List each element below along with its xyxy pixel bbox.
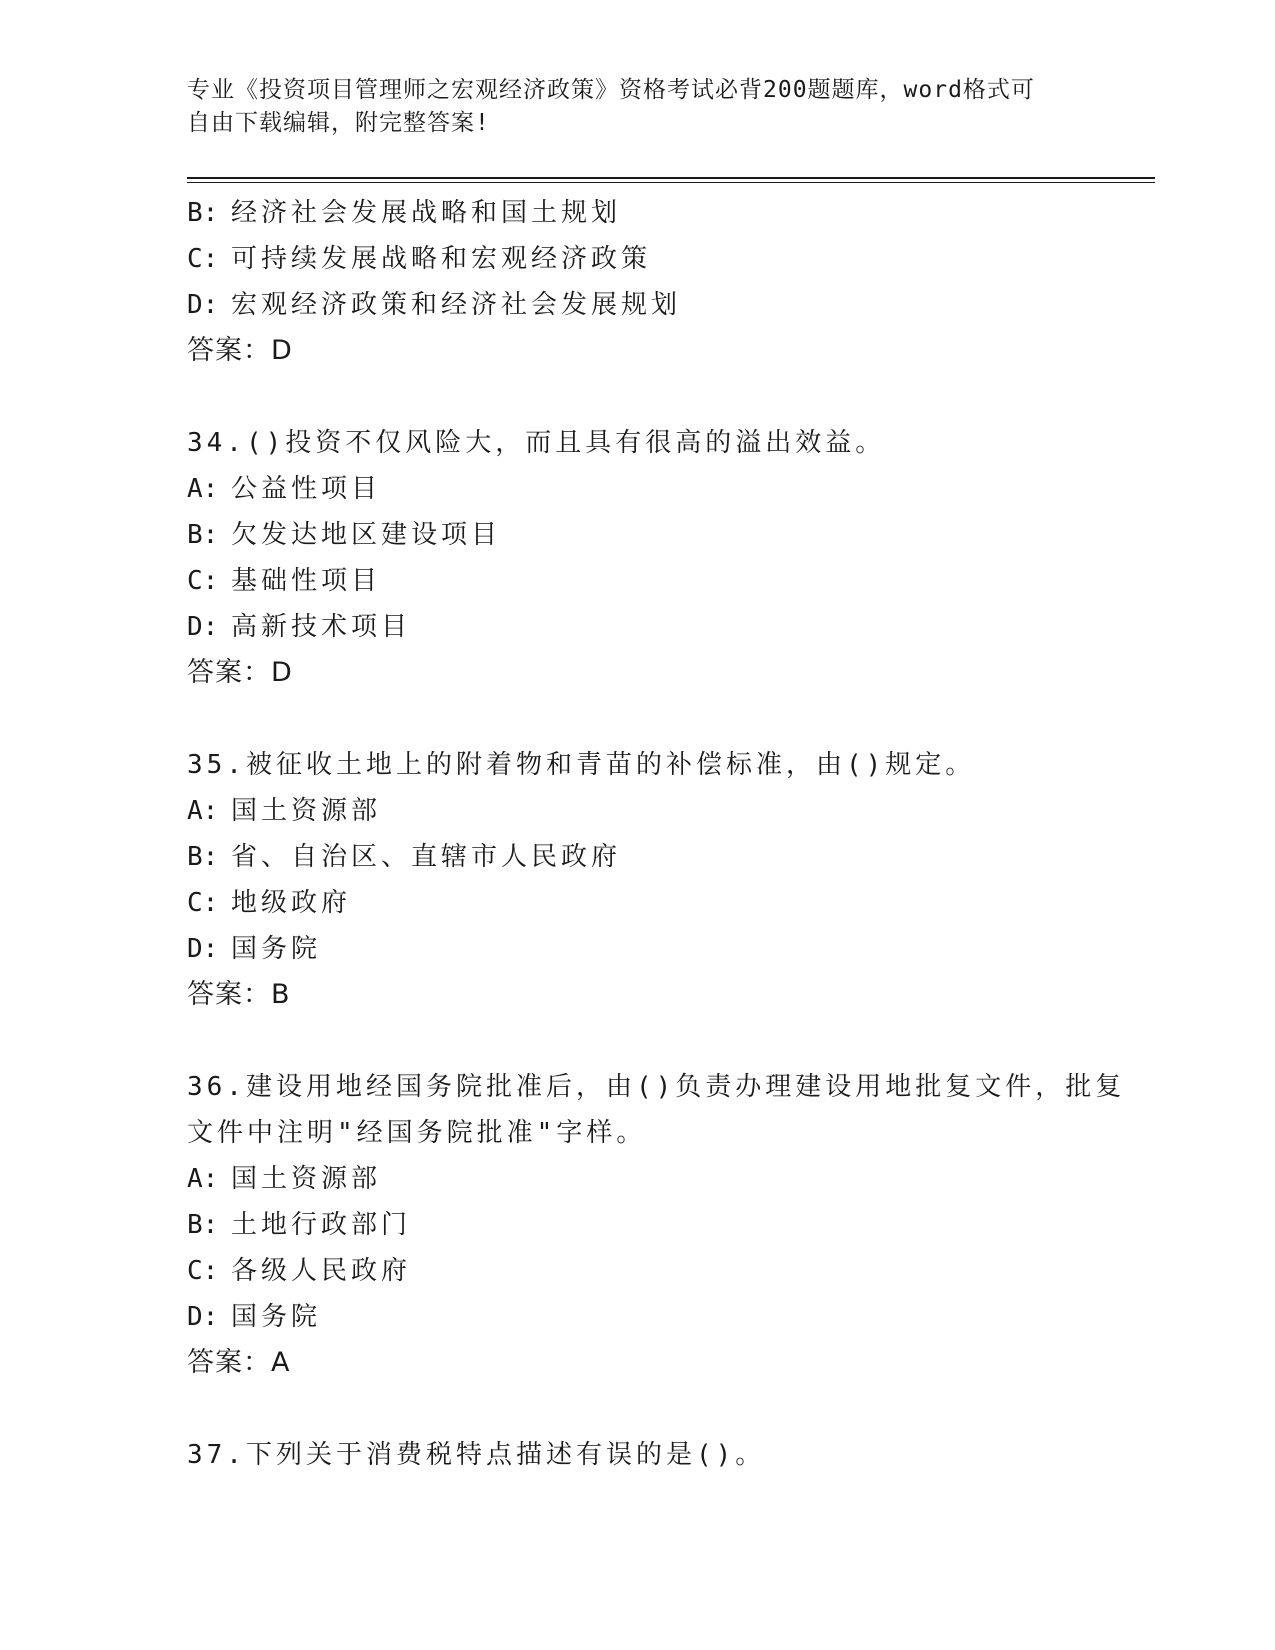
answer-line: 答案：D [187, 335, 293, 366]
option-key: D: [187, 1302, 219, 1332]
option-key: D: [187, 612, 219, 642]
answer-line: 答案：D [187, 657, 293, 688]
spacer [187, 1018, 1147, 1064]
header-line-1: 专业《投资项目管理师之宏观经济政策》资格考试必背200题题库，word格式可 [187, 77, 1035, 103]
header-rule-thick [187, 177, 1155, 179]
question-stem-line-1: 36.建设用地经国务院批准后，由()负责办理建设用地批复文件，批复 [187, 1072, 1126, 1102]
option-b [187, 512, 1147, 558]
option-text: 地级政府 [231, 888, 352, 918]
option-b [187, 1202, 1147, 1248]
option-c [187, 880, 1147, 926]
question-stem: 34.()投资不仅风险大，而且具有很高的溢出效益。 [187, 428, 886, 458]
option-text: 国务院 [231, 934, 322, 964]
question-34 [187, 420, 1147, 696]
option-text: 国务院 [231, 1302, 322, 1332]
option-text: 省、自治区、直辖市人民政府 [231, 842, 622, 872]
header-rule-thin [187, 182, 1155, 183]
question-stem-line-2: 文件中注明"经国务院批准"字样。 [187, 1118, 647, 1148]
question-list [187, 190, 1147, 1478]
option-b [187, 190, 1147, 236]
option-a [187, 1156, 1147, 1202]
option-key: B: [187, 520, 219, 550]
header-line-2: 自由下载编辑，附完整答案! [187, 110, 490, 136]
document-header [187, 74, 1087, 140]
option-text: 基础性项目 [231, 566, 382, 596]
question-36 [187, 1064, 1147, 1386]
option-key: A: [187, 474, 219, 504]
option-text: 可持续发展战略和宏观经济政策 [231, 244, 652, 274]
option-text: 公益性项目 [231, 474, 382, 504]
option-key: C: [187, 566, 219, 596]
question-stem: 37.下列关于消费税特点描述有误的是()。 [187, 1440, 766, 1470]
option-key: C: [187, 1256, 219, 1286]
option-a [187, 788, 1147, 834]
answer-line: 答案：B [187, 979, 291, 1010]
option-text: 高新技术项目 [231, 612, 412, 642]
option-key: B: [187, 1210, 219, 1240]
option-key: D: [187, 934, 219, 964]
option-text: 各级人民政府 [231, 1256, 412, 1286]
spacer [187, 1386, 1147, 1432]
option-text: 土地行政部门 [231, 1210, 412, 1240]
option-key: B: [187, 198, 219, 228]
option-key: D: [187, 290, 219, 320]
spacer [187, 696, 1147, 742]
answer-line: 答案：A [187, 1347, 291, 1378]
option-d [187, 1294, 1147, 1340]
option-key: B: [187, 842, 219, 872]
option-key: C: [187, 244, 219, 274]
question-stem: 35.被征收土地上的附着物和青苗的补偿标准，由()规定。 [187, 750, 976, 780]
option-c [187, 236, 1147, 282]
option-text: 欠发达地区建设项目 [231, 520, 502, 550]
option-key: C: [187, 888, 219, 918]
option-c [187, 1248, 1147, 1294]
option-d [187, 282, 1147, 328]
question-35 [187, 742, 1147, 1018]
option-d [187, 926, 1147, 972]
option-text: 经济社会发展战略和国土规划 [231, 198, 622, 228]
option-a [187, 466, 1147, 512]
option-key: A: [187, 796, 219, 826]
option-text: 宏观经济政策和经济社会发展规划 [231, 290, 682, 320]
option-c [187, 558, 1147, 604]
option-d [187, 604, 1147, 650]
option-key: A: [187, 1164, 219, 1194]
option-b [187, 834, 1147, 880]
option-text: 国土资源部 [231, 796, 382, 826]
spacer [187, 374, 1147, 420]
option-text: 国土资源部 [231, 1164, 382, 1194]
question-37 [187, 1432, 1147, 1478]
prev-question-block [187, 190, 1147, 374]
